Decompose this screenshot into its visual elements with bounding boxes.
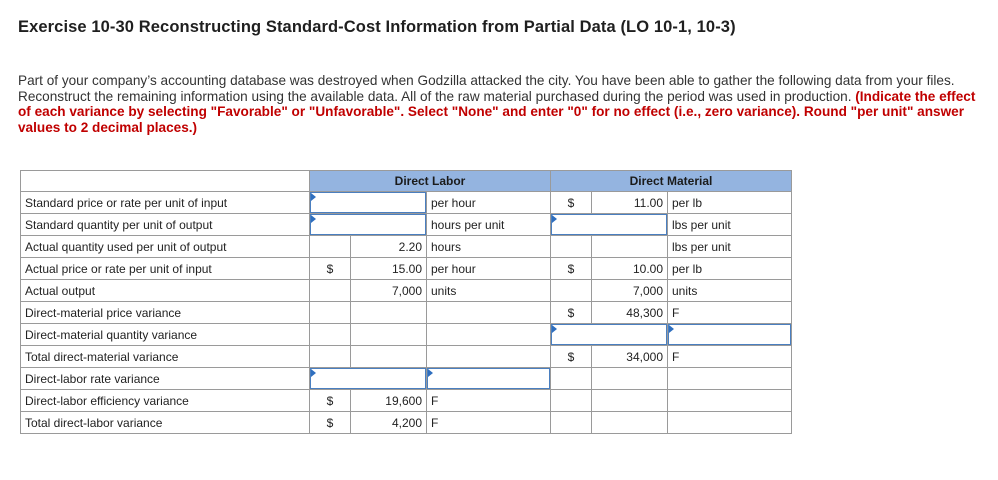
labor-rate-variance-input[interactable] — [310, 368, 427, 390]
material-currency — [551, 368, 592, 390]
material-quantity-variance-effect-select[interactable] — [668, 324, 792, 346]
row-label: Total direct-material variance — [21, 346, 310, 368]
material-value: 48,300 — [592, 302, 668, 324]
table-header-row — [21, 171, 792, 192]
labor-standard-rate-input[interactable] — [310, 192, 427, 214]
labor-currency: $ — [310, 258, 351, 280]
material-currency: $ — [551, 192, 592, 214]
labor-unit: hours — [427, 236, 551, 258]
material-value — [592, 412, 668, 434]
material-unit: lbs per unit — [668, 236, 792, 258]
table-row — [21, 390, 792, 412]
material-unit — [668, 412, 792, 434]
labor-currency — [310, 324, 351, 346]
material-currency — [551, 280, 592, 302]
material-value — [592, 390, 668, 412]
material-value — [592, 368, 668, 390]
labor-value: 19,600 — [351, 390, 427, 412]
row-label: Direct-material quantity variance — [21, 324, 310, 346]
intro-text: Part of your company’s accounting database was destroyed when Godzilla attacked the city. You have been able to gather the following data from your files. Reconstruct the remaining information using the available data. All of the raw material purchased during the period was used in production. — [18, 73, 955, 104]
material-unit — [668, 368, 792, 390]
table-row — [21, 324, 792, 346]
instructions-paragraph — [18, 73, 978, 135]
labor-unit: per hour — [427, 258, 551, 280]
labor-currency — [310, 280, 351, 302]
labor-value — [351, 324, 427, 346]
material-unit: F — [668, 346, 792, 368]
table-row — [21, 368, 792, 390]
labor-value — [351, 302, 427, 324]
labor-currency — [310, 346, 351, 368]
labor-rate-variance-effect-select[interactable] — [427, 368, 551, 390]
labor-value — [351, 346, 427, 368]
table-row — [21, 214, 792, 236]
table-row — [21, 236, 792, 258]
material-unit: per lb — [668, 192, 792, 214]
row-label: Direct-labor efficiency variance — [21, 390, 310, 412]
labor-value: 4,200 — [351, 412, 427, 434]
row-label: Actual output — [21, 280, 310, 302]
material-currency — [551, 236, 592, 258]
header-direct-labor: Direct Labor — [310, 171, 551, 192]
labor-unit — [427, 346, 551, 368]
row-label: Actual price or rate per unit of input — [21, 258, 310, 280]
material-unit: F — [668, 302, 792, 324]
material-currency: $ — [551, 258, 592, 280]
material-unit: units — [668, 280, 792, 302]
material-currency — [551, 390, 592, 412]
material-unit: per lb — [668, 258, 792, 280]
exercise-title: Exercise 10-30 Reconstructing Standard-Cost Information from Partial Data (LO 10-1, 10-3) — [18, 18, 736, 36]
labor-unit: F — [427, 390, 551, 412]
labor-value: 15.00 — [351, 258, 427, 280]
labor-currency: $ — [310, 412, 351, 434]
material-value: 11.00 — [592, 192, 668, 214]
material-value: 10.00 — [592, 258, 668, 280]
material-unit — [668, 390, 792, 412]
labor-currency — [310, 236, 351, 258]
header-direct-material: Direct Material — [551, 171, 792, 192]
row-label: Standard price or rate per unit of input — [21, 192, 310, 214]
labor-value: 7,000 — [351, 280, 427, 302]
table-row — [21, 192, 792, 214]
labor-currency: $ — [310, 390, 351, 412]
material-currency: $ — [551, 302, 592, 324]
material-quantity-variance-input[interactable] — [551, 324, 668, 346]
labor-unit: hours per unit — [427, 214, 551, 236]
row-label: Total direct-labor variance — [21, 412, 310, 434]
material-currency — [551, 412, 592, 434]
material-value — [592, 236, 668, 258]
table-row — [21, 280, 792, 302]
labor-standard-quantity-input[interactable] — [310, 214, 427, 236]
material-currency: $ — [551, 346, 592, 368]
table-row — [21, 412, 792, 434]
table-row — [21, 302, 792, 324]
material-value: 7,000 — [592, 280, 668, 302]
header-blank — [21, 171, 310, 192]
labor-unit: per hour — [427, 192, 551, 214]
row-label: Actual quantity used per unit of output — [21, 236, 310, 258]
labor-unit: F — [427, 412, 551, 434]
labor-unit — [427, 302, 551, 324]
labor-unit: units — [427, 280, 551, 302]
row-label: Direct-labor rate variance — [21, 368, 310, 390]
row-label: Standard quantity per unit of output — [21, 214, 310, 236]
material-unit: lbs per unit — [668, 214, 792, 236]
labor-unit — [427, 324, 551, 346]
labor-value: 2.20 — [351, 236, 427, 258]
labor-currency — [310, 302, 351, 324]
standard-cost-table — [20, 170, 792, 434]
material-value: 34,000 — [592, 346, 668, 368]
intro-instruction: (Indicate the effect of each variance by selecting "Favorable" or "Unfavorable". Select "None" and enter "0" for no effect (i.e., zero variance). Round "per unit" answer values to 2 decimal places.) — [18, 88, 976, 135]
material-standard-quantity-input[interactable] — [551, 214, 668, 236]
table-row — [21, 258, 792, 280]
row-label: Direct-material price variance — [21, 302, 310, 324]
table-row — [21, 346, 792, 368]
